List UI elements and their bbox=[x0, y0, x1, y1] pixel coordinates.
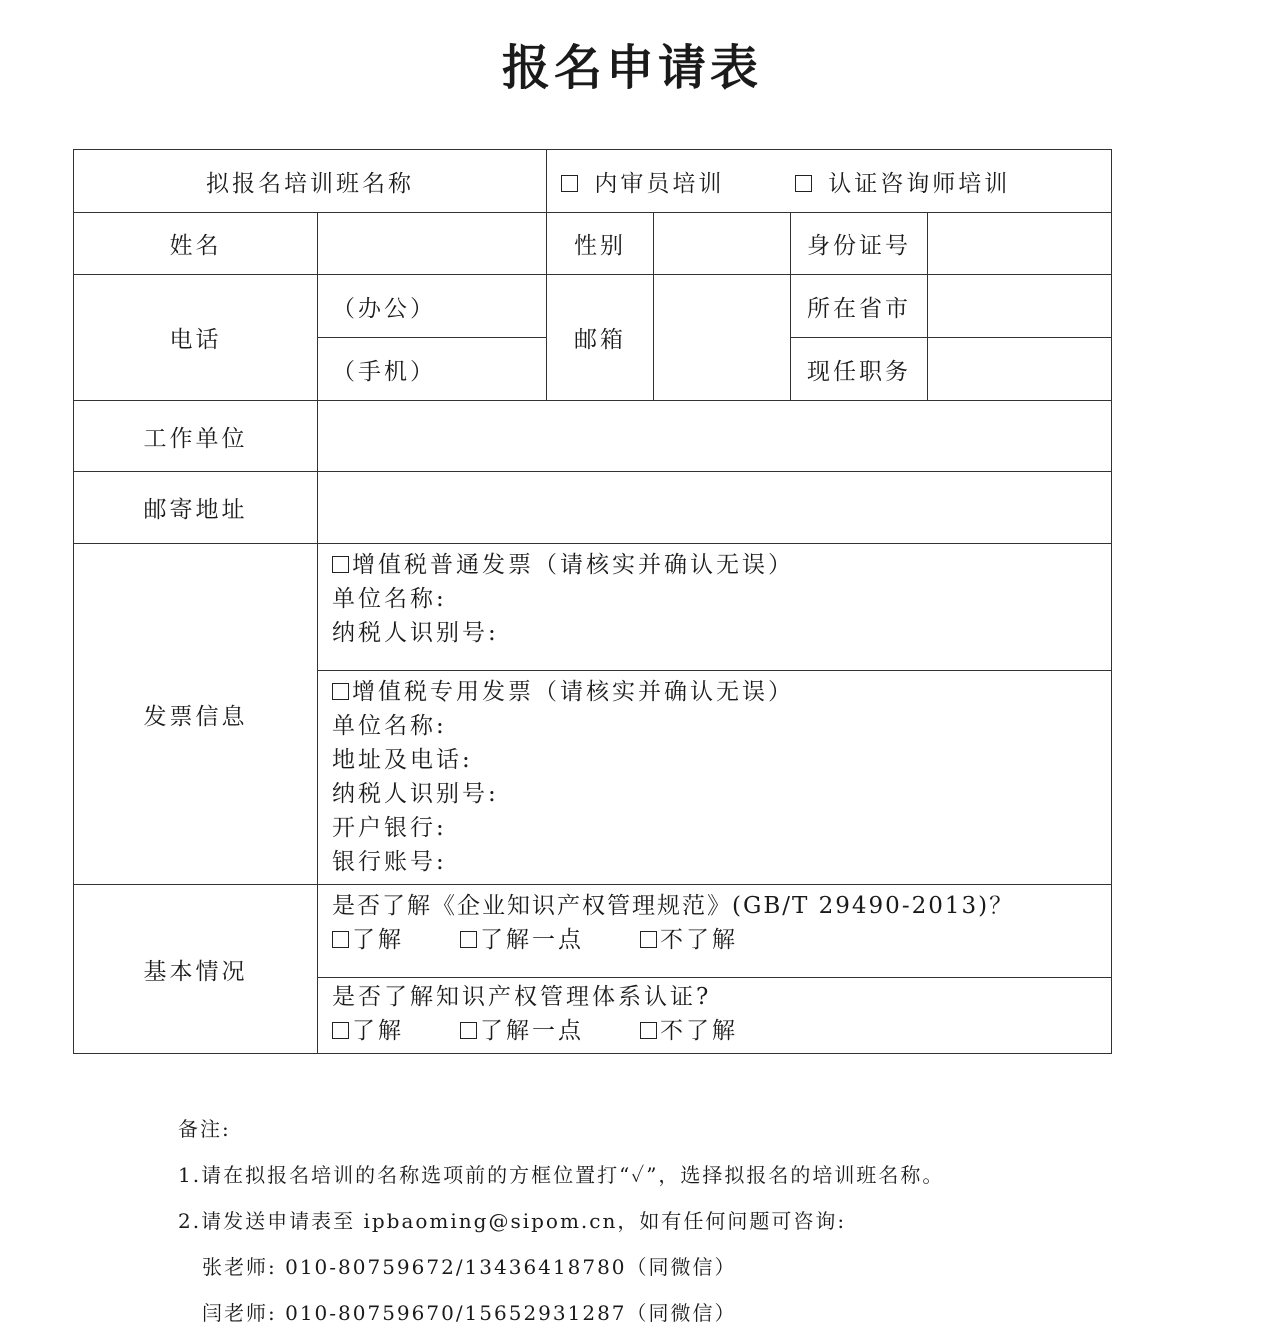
page-title: 报名申请表 bbox=[501, 40, 762, 96]
notes-section bbox=[178, 1110, 944, 1340]
question-standard bbox=[318, 885, 1112, 978]
application-form bbox=[73, 149, 1112, 1054]
special-invoice-account: 银行账号: bbox=[332, 849, 447, 875]
option-little: 了解一点 bbox=[480, 927, 584, 953]
email-field[interactable] bbox=[654, 275, 791, 401]
option-know: 了解 bbox=[352, 927, 404, 953]
checkbox-q1-know[interactable] bbox=[332, 931, 349, 948]
phone-label: 电话 bbox=[74, 275, 318, 401]
province-field[interactable] bbox=[928, 275, 1112, 338]
special-invoice-unit: 单位名称: bbox=[332, 713, 447, 739]
question-standard-text: 是否了解《企业知识产权管理规范》(GB/T 29490-2013)？ bbox=[332, 893, 1015, 919]
special-invoice-bank: 开户银行: bbox=[332, 815, 447, 841]
id-number-field[interactable] bbox=[928, 213, 1112, 275]
checkbox-special-invoice[interactable] bbox=[332, 683, 349, 700]
option-consultant: 认证咨询师培训 bbox=[828, 170, 1011, 197]
option-know: 了解 bbox=[352, 1018, 404, 1044]
basic-info-label: 基本情况 bbox=[74, 885, 318, 1054]
checkbox-internal-auditor[interactable] bbox=[561, 175, 578, 192]
invoice-label: 发票信息 bbox=[74, 544, 318, 885]
name-field[interactable] bbox=[318, 213, 547, 275]
gender-label: 性别 bbox=[547, 213, 654, 275]
note-line-2: 2.请发送申请表至 ipbaoming@sipom.cn，如有任何问题可咨询: bbox=[178, 1209, 847, 1233]
gender-field[interactable] bbox=[654, 213, 791, 275]
work-unit-field[interactable] bbox=[318, 401, 1112, 472]
office-phone-field[interactable]: （办公） bbox=[318, 275, 547, 338]
question-certification-text: 是否了解知识产权管理体系认证? bbox=[332, 984, 712, 1010]
special-invoice-address: 地址及电话: bbox=[332, 747, 473, 773]
email-label: 邮箱 bbox=[547, 275, 654, 401]
option-not: 不了解 bbox=[660, 927, 738, 953]
normal-invoice-title: 增值税普通发票（请核实并确认无误） bbox=[352, 552, 794, 578]
normal-invoice-section bbox=[318, 544, 1112, 671]
checkbox-q2-not[interactable] bbox=[640, 1022, 657, 1039]
special-invoice-section bbox=[318, 671, 1112, 885]
normal-invoice-tax-id: 纳税人识别号: bbox=[332, 620, 499, 646]
special-invoice-title: 增值税专用发票（请核实并确认无误） bbox=[352, 679, 794, 705]
mail-address-label: 邮寄地址 bbox=[74, 472, 318, 544]
option-not: 不了解 bbox=[660, 1018, 738, 1044]
special-invoice-tax-id: 纳税人识别号: bbox=[332, 781, 499, 807]
checkbox-q2-know[interactable] bbox=[332, 1022, 349, 1039]
course-label: 拟报名培训班名称 bbox=[74, 150, 547, 213]
checkbox-normal-invoice[interactable] bbox=[332, 556, 349, 573]
checkbox-q2-little[interactable] bbox=[460, 1022, 477, 1039]
mobile-phone-field[interactable]: （手机） bbox=[318, 338, 547, 401]
checkbox-consultant[interactable] bbox=[795, 175, 812, 192]
course-options bbox=[547, 150, 1112, 213]
checkbox-q1-not[interactable] bbox=[640, 931, 657, 948]
id-number-label: 身份证号 bbox=[791, 213, 928, 275]
contact-zhang: 张老师: 010-80759672/13436418780（同微信） bbox=[202, 1255, 737, 1279]
note-line-1: 1.请在拟报名培训的名称选项前的方框位置打“✓”，选择拟报名的培训班名称。 bbox=[178, 1163, 945, 1187]
position-label: 现任职务 bbox=[791, 338, 928, 401]
position-field[interactable] bbox=[928, 338, 1112, 401]
province-label: 所在省市 bbox=[791, 275, 928, 338]
mail-address-field[interactable] bbox=[318, 472, 1112, 544]
work-unit-label: 工作单位 bbox=[74, 401, 318, 472]
contact-yan: 闫老师: 010-80759670/15652931287（同微信） bbox=[202, 1301, 737, 1325]
notes-heading: 备注: bbox=[178, 1117, 231, 1141]
normal-invoice-unit: 单位名称: bbox=[332, 586, 447, 612]
question-certification bbox=[318, 978, 1112, 1054]
name-label: 姓名 bbox=[74, 213, 318, 275]
checkbox-q1-little[interactable] bbox=[460, 931, 477, 948]
option-internal-auditor: 内审员培训 bbox=[594, 170, 725, 197]
option-little: 了解一点 bbox=[480, 1018, 584, 1044]
